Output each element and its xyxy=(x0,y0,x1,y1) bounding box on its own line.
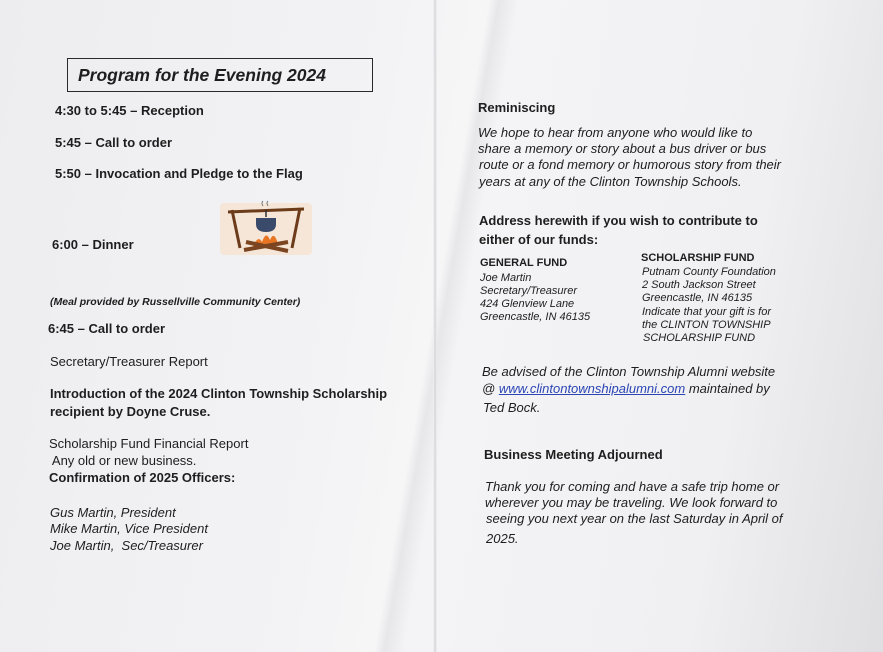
program-title-box xyxy=(67,58,373,92)
officer-sec-treasurer: Joe Martin, Sec/Treasurer xyxy=(50,538,203,553)
scholarship-report-item: Scholarship Fund Financial Report xyxy=(49,436,249,451)
closing-line-3: seeing you next year on the last Saturday in April of xyxy=(486,511,783,526)
website-line-3: Ted Bock. xyxy=(483,400,541,415)
scholarship-fund-line-2: 2 South Jackson Street xyxy=(642,279,756,291)
closing-line-2: wherever you may be traveling. We look forward to xyxy=(485,495,778,510)
reminiscing-heading: Reminiscing xyxy=(478,100,556,115)
website-line-1: Be advised of the Clinton Township Alumni website xyxy=(482,364,776,379)
reminiscing-line-1: We hope to hear from anyone who would like to xyxy=(478,125,753,140)
general-fund-line-2: Secretary/Treasurer xyxy=(480,285,577,297)
address-heading-line-2: either of our funds: xyxy=(479,232,599,247)
scholarship-fund-line-5: the CLINTON TOWNSHIP xyxy=(642,319,771,331)
closing-line-1: Thank you for coming and have a safe trip home or xyxy=(485,479,780,494)
address-heading-line-1: Address herewith if you wish to contribute to xyxy=(479,213,758,228)
introduction-line-1: Introduction of the 2024 Clinton Township Scholarship xyxy=(50,386,388,401)
call-to-order-item-2: 6:45 – Call to order xyxy=(48,321,166,336)
closing-line-4: 2025. xyxy=(486,531,519,546)
officer-president: Gus Martin, President xyxy=(50,505,176,520)
call-to-order-item-1: 5:45 – Call to order xyxy=(55,135,173,150)
introduction-line-2: recipient by Doyne Cruse. xyxy=(50,404,211,419)
officer-vice-president: Mike Martin, Vice President xyxy=(50,521,208,536)
reminiscing-line-2: share a memory or story about a bus driver or bus xyxy=(478,141,767,156)
general-fund-heading: GENERAL FUND xyxy=(480,257,568,269)
reminiscing-line-3: route or a fond memory or humorous story from their xyxy=(479,157,782,172)
website-line-2 xyxy=(482,381,770,396)
confirmation-heading: Confirmation of 2025 Officers: xyxy=(49,470,236,485)
reception-item: 4:30 to 5:45 – Reception xyxy=(55,103,204,118)
general-fund-line-1: Joe Martin xyxy=(480,272,532,284)
scholarship-fund-line-3: Greencastle, IN 46135 xyxy=(642,292,753,304)
meal-note: (Meal provided by Russellville Community Center) xyxy=(50,296,301,308)
dinner-item: 6:00 – Dinner xyxy=(52,237,134,252)
scholarship-fund-heading: SCHOLARSHIP FUND xyxy=(641,252,755,264)
website-suffix: maintained by xyxy=(685,381,770,396)
general-fund-line-4: Greencastle, IN 46135 xyxy=(480,311,591,323)
website-prefix: @ xyxy=(482,381,499,396)
old-new-business-item: Any old or new business. xyxy=(49,453,197,468)
scholarship-fund-line-6: SCHOLARSHIP FUND xyxy=(643,332,756,344)
website-link[interactable]: www.clintontownshipalumni.com xyxy=(498,381,686,396)
page-fold xyxy=(433,0,437,652)
campfire-with-pot-icon xyxy=(218,200,314,258)
reminiscing-line-4: years at any of the Clinton Township Schools. xyxy=(479,174,742,189)
invocation-item: 5:50 – Invocation and Pledge to the Flag xyxy=(55,166,303,181)
secretary-report-item: Secretary/Treasurer Report xyxy=(50,354,208,369)
scholarship-fund-line-1: Putnam County Foundation xyxy=(642,266,776,278)
general-fund-line-3: 424 Glenview Lane xyxy=(480,298,575,310)
scholarship-fund-line-4: Indicate that your gift is for xyxy=(642,306,772,318)
program-title: Program for the Evening 2024 xyxy=(78,64,326,85)
adjourned-heading: Business Meeting Adjourned xyxy=(484,447,663,462)
